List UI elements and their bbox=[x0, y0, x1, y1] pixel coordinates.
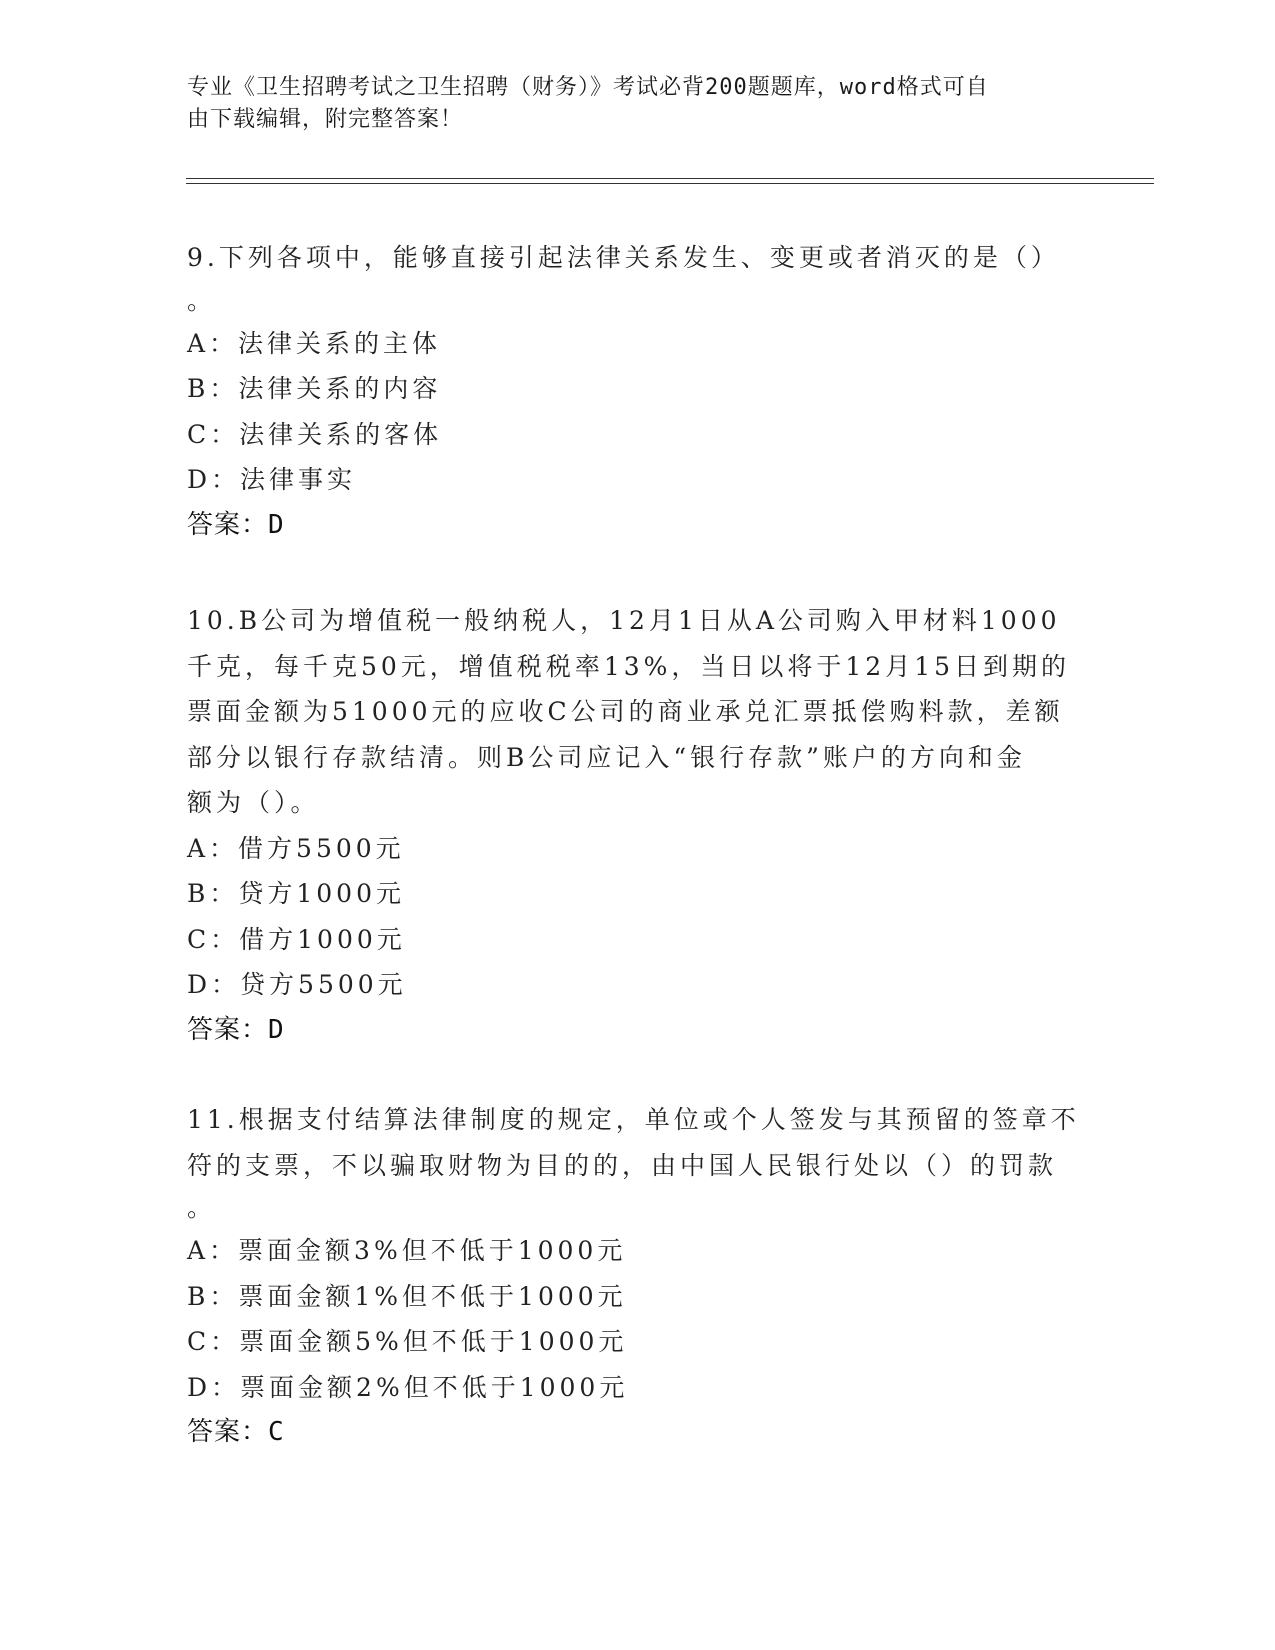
header-divider-top bbox=[186, 178, 1154, 179]
option-d: D：法律事实 bbox=[187, 465, 357, 494]
stem-line: 11.根据支付结算法律制度的规定，单位或个人签发与其预留的签章不 bbox=[187, 1105, 1080, 1134]
option-c: C：票面金额5%但不低于1000元 bbox=[187, 1327, 628, 1356]
option-d: D：贷方5500元 bbox=[187, 970, 407, 999]
stem-line: 10.B公司为增值税一般纳税人，12月1日从A公司购入甲材料1000 bbox=[187, 606, 1061, 635]
option-a: A：票面金额3%但不低于1000元 bbox=[187, 1236, 627, 1265]
stem-line: 。 bbox=[187, 1193, 217, 1222]
stem-line: 9.下列各项中，能够直接引起法律关系发生、变更或者消灭的是（） bbox=[187, 243, 1060, 272]
answer: 答案：C bbox=[187, 1417, 285, 1447]
option-c: C：法律关系的客体 bbox=[187, 419, 443, 449]
option-a: A：借方5500元 bbox=[187, 833, 405, 863]
option-b: B：法律关系的内容 bbox=[187, 374, 442, 403]
option-c: C：借方1000元 bbox=[187, 924, 406, 954]
stem-line: 票面金额为51000元的应收C公司的商业承兑汇票抵偿购料款，差额 bbox=[187, 697, 1064, 726]
question-stem bbox=[187, 235, 1087, 321]
header-line-2: 由下载编辑，附完整答案！ bbox=[187, 107, 464, 132]
option-d: D：票面金额2%但不低于1000元 bbox=[187, 1372, 629, 1402]
option-a: A：法律关系的主体 bbox=[187, 328, 442, 358]
stem-line: 符的支票，不以骗取财物为目的的，由中国人民银行处以（）的罚款 bbox=[187, 1150, 1058, 1180]
question-11 bbox=[187, 1097, 1087, 1455]
question-10 bbox=[187, 598, 1087, 1053]
question-stem bbox=[187, 1097, 1087, 1228]
question-stem bbox=[187, 598, 1087, 826]
header-line-1: 专业《卫生招聘考试之卫生招聘（财务）》考试必背200题题库，word格式可自 bbox=[187, 75, 989, 100]
stem-line: 额为（）。 bbox=[187, 788, 320, 817]
option-b: B：贷方1000元 bbox=[187, 879, 405, 908]
stem-line: 千克，每千克50元，增值税税率13%，当日以将于12月15日到期的 bbox=[187, 651, 1071, 681]
header-divider-bottom bbox=[186, 183, 1154, 184]
answer: 答案：D bbox=[187, 509, 285, 540]
stem-line: 。 bbox=[187, 285, 217, 315]
answer: 答案：D bbox=[187, 1014, 285, 1045]
document-header bbox=[187, 72, 1067, 136]
option-b: B：票面金额1%但不低于1000元 bbox=[187, 1281, 627, 1311]
question-9 bbox=[187, 235, 1087, 548]
stem-line: 部分以银行存款结清。则B公司应记入“银行存款”账户的方向和金 bbox=[187, 742, 1026, 772]
